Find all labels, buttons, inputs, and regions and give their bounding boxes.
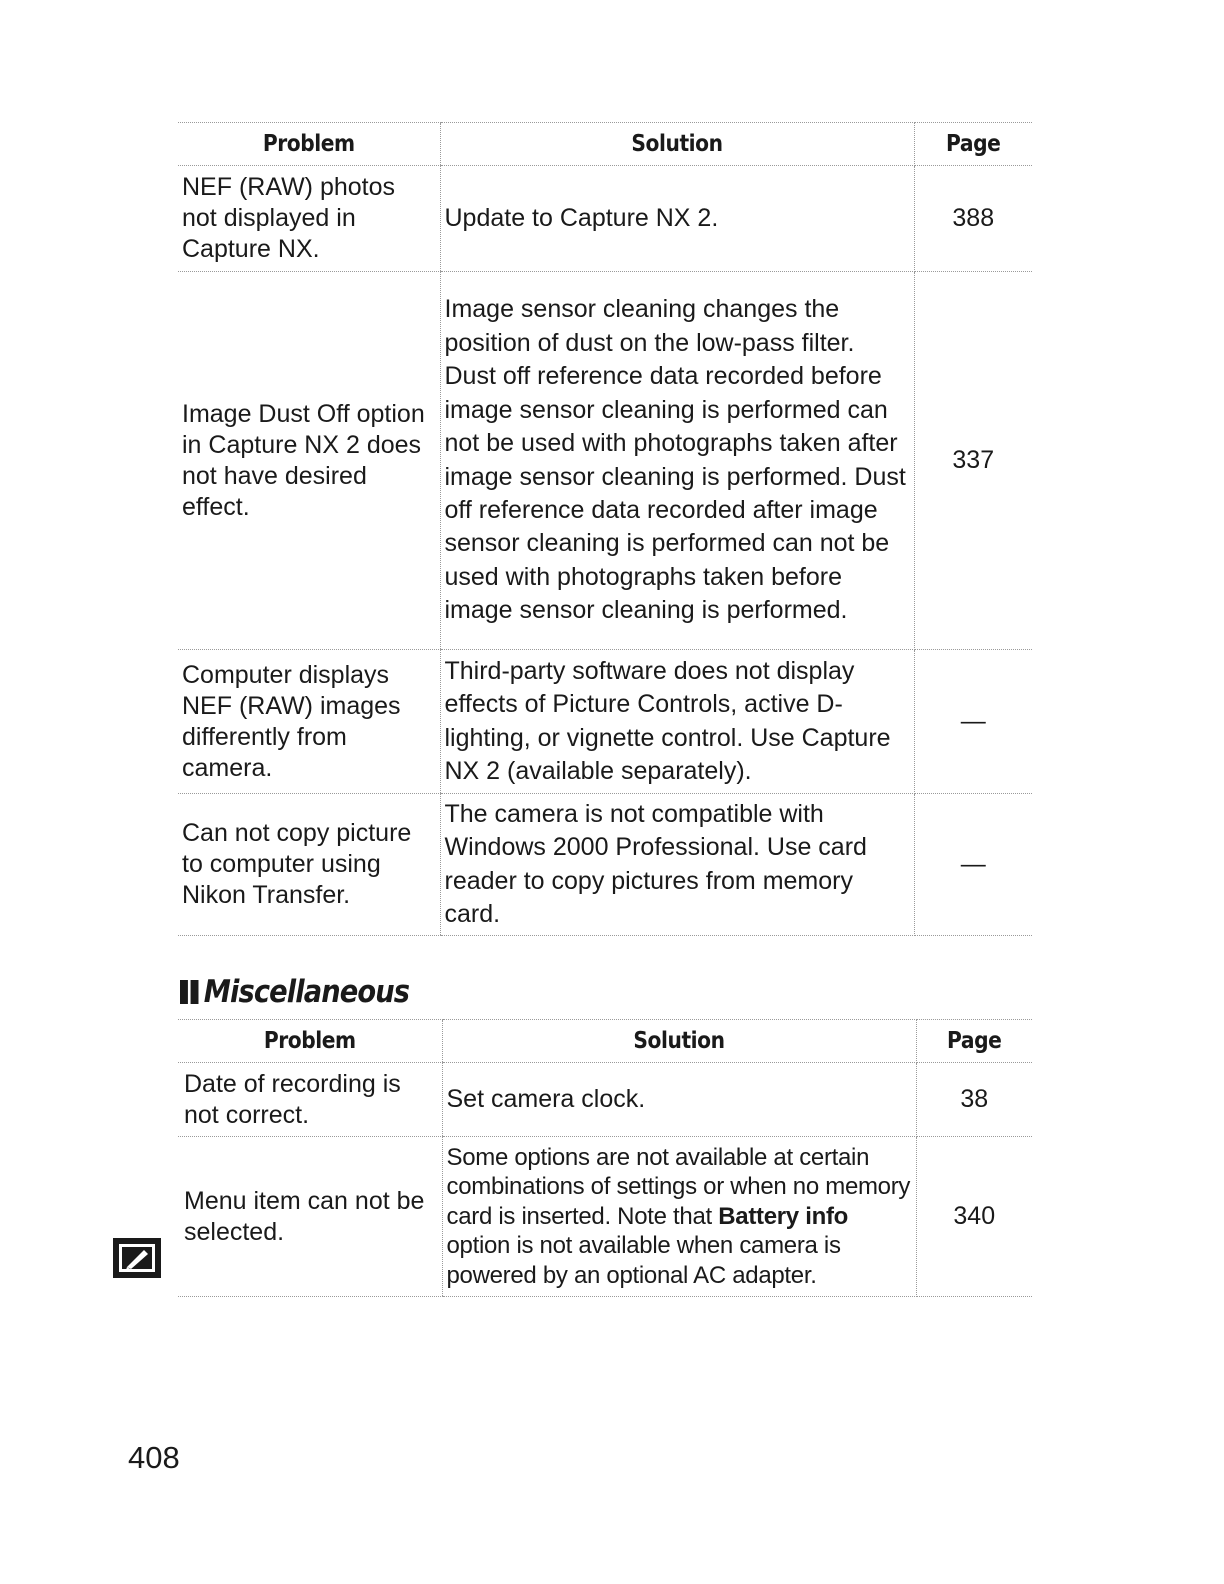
problem-cell: NEF (RAW) photos not displayed in Capture NX. (178, 166, 440, 272)
header-solution: Solution (470, 1020, 887, 1063)
page-ref-cell: 388 (914, 166, 1032, 272)
page-number: 408 (128, 1440, 180, 1475)
solution-cell: Image sensor cleaning changes the position of dust on the low-pass filter. Dust off reference data recorded before image sensor cleaning is performed can not be used with photographs taken after image sensor cleaning is performed. Dust off reference data recorded after image sensor cleaning is performed can not be used with photographs taken before image sensor cleaning is performed. (440, 272, 914, 650)
table-header-row (178, 1020, 1032, 1063)
solution-cell: Update to Capture NX 2. (440, 166, 914, 272)
problem-cell: Computer displays NEF (RAW) images differently from camera. (178, 650, 440, 794)
page-ref-cell: 38 (916, 1063, 1032, 1137)
troubleshooting-table-1 (178, 122, 1032, 936)
battery-info-term: Battery info (718, 1202, 848, 1230)
problem-cell: Can not copy picture to computer using Nikon Transfer. (178, 794, 440, 936)
header-page: Page (921, 123, 1025, 166)
problem-cell: Menu item can not be selected. (178, 1137, 442, 1297)
page-ref-cell: 340 (916, 1137, 1032, 1297)
header-page: Page (923, 1020, 1025, 1063)
problem-cell: Image Dust Off option in Capture NX 2 does not have desired effect. (178, 272, 440, 650)
section-title: Miscellaneous (203, 974, 410, 1010)
table-row (178, 650, 1032, 794)
solution-cell: Set camera clock. (442, 1063, 916, 1137)
section-bars-icon (180, 980, 198, 1004)
table-row (178, 1063, 1032, 1137)
solution-text: Some options are not available at certain combinations of settings or when no memory card is inserted. Note that (446, 1143, 911, 1230)
page-ref-cell: — (914, 650, 1032, 794)
page-ref-cell: 337 (914, 272, 1032, 650)
table-row (178, 1137, 1032, 1297)
page-ref-cell: — (914, 794, 1032, 936)
header-problem: Problem (194, 123, 425, 166)
table-row (178, 272, 1032, 650)
header-problem: Problem (194, 1020, 426, 1063)
problem-cell: Date of recording is not correct. (178, 1063, 442, 1137)
solution-cell: Third-party software does not display effects of Picture Controls, active D-lighting, or vignette control. Use Capture NX 2 (available separately). (440, 650, 914, 794)
solution-text-end: option is not available when camera is powered by an optional AC adapter. (446, 1232, 841, 1289)
header-solution: Solution (468, 123, 885, 166)
troubleshooting-table-2 (178, 1019, 1032, 1297)
section-heading-miscellaneous (180, 974, 409, 1010)
table-row (178, 794, 1032, 936)
solution-cell: The camera is not compatible with Windows 2000 Professional. Use card reader to copy pictures from memory card. (440, 794, 914, 936)
troubleshooting-tab-icon (111, 1236, 163, 1280)
table-header-row (178, 123, 1032, 166)
solution-cell (442, 1137, 916, 1297)
table-row (178, 166, 1032, 272)
